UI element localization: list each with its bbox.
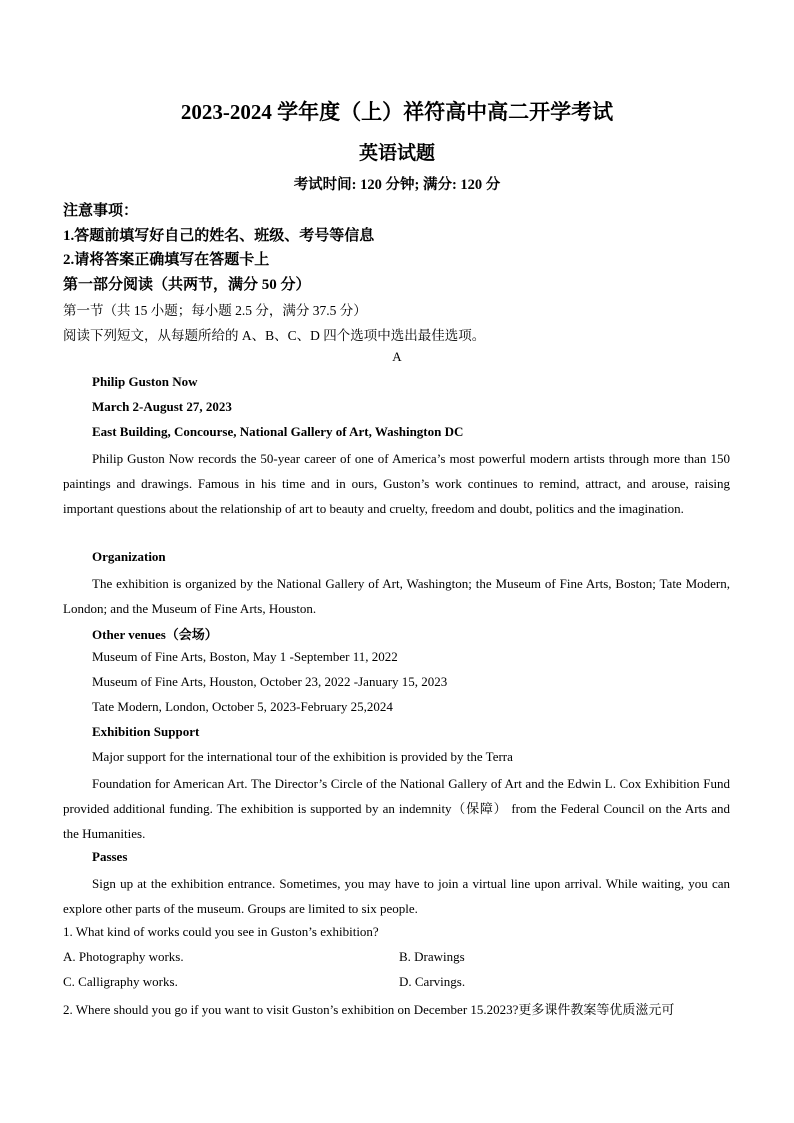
instruction-text: 阅读下列短文，从每题所给的 A、B、C、D 四个选项中选出最佳选项。 (63, 328, 486, 343)
exhibit-location: East Building, Concourse, National Gallery of Art, Washington DC (92, 424, 464, 439)
organization-heading: Organization (92, 549, 166, 564)
notice-item-2: 2.请将答案正确填写在答题卡上 (63, 252, 270, 268)
organization-paragraph: The exhibition is organized by the National Gallery of Art, Washington; the Museum of Fine Arts, Boston; Tate Modern, London; and the Museum of Fine Arts, Houston. (63, 576, 730, 616)
exam-subtitle: 英语试题 (358, 143, 435, 164)
venue-london: Tate Modern, London, October 5, 2023-February 25,2024 (92, 699, 393, 714)
venue-houston: Museum of Fine Arts, Houston, October 23, 2022 -January 15, 2023 (92, 674, 448, 689)
question-1-option-c: C. Calligraphy works. (63, 974, 178, 989)
support-line: Major support for the international tour of the exhibition is provided by the Terra (92, 749, 513, 764)
question-1-option-d: D. Carvings. (399, 974, 466, 989)
passes-heading: Passes (92, 849, 128, 864)
venues-heading: Other venues（会场） (92, 627, 218, 642)
venue-boston: Museum of Fine Arts, Boston, May 1 -September 11, 2022 (92, 649, 398, 664)
question-1: 1. What kind of works could you see in Guston’s exhibition? (63, 924, 379, 939)
intro-paragraph: Philip Guston Now records the 50-year career of one of America’s most powerful modern artists through more than 150 paintings and drawings. Famous in his time and in ours, Guston’s work continues to remind, attract, and arouse, raising important questions about the relationship of art to beauty and cruelty, freedom and doubt, politics and the imagination. (63, 451, 730, 516)
support-heading: Exhibition Support (92, 724, 200, 739)
passes-paragraph: Sign up at the exhibition entrance. Sometimes, you may have to join a virtual line upon arrival. While waiting, you can explore other parts of the museum. Groups are limited to six people. (63, 876, 730, 916)
question-1-option-b: B. Drawings (399, 949, 465, 964)
question-1-option-a: A. Photography works. (63, 949, 184, 964)
notice-item-1: 1.答题前填写好自己的姓名、班级、考号等信息 (63, 228, 375, 244)
question-2: 2. Where should you go if you want to visit Guston’s exhibition on December 15.2023?更多课件教案等优质滋元可 (63, 1002, 675, 1017)
section-heading: 第一节（共 15 小题；每小题 2.5 分，满分 37.5 分） (63, 303, 367, 318)
exam-title: 2023-2024 学年度（上）祥符高中高二开学考试 (180, 100, 614, 124)
exhibit-title: Philip Guston Now (92, 374, 198, 389)
notice-heading: 注意事项： (63, 203, 139, 219)
exam-info: 考试时间: 120 分钟; 满分: 120 分 (293, 177, 501, 193)
support-paragraph: Foundation for American Art. The Director’s Circle of the National Gallery of Art and the Edwin L. Cox Exhibition Fund provided additional funding. The exhibition is supported by an indemnity（保障） from the Federal Council on the Arts and the Humanities. (63, 776, 730, 841)
part-heading: 第一部分阅读（共两节，满分 50 分） (63, 277, 311, 293)
exhibit-dates: March 2-August 27, 2023 (92, 399, 232, 414)
passage-label: A (392, 349, 402, 364)
